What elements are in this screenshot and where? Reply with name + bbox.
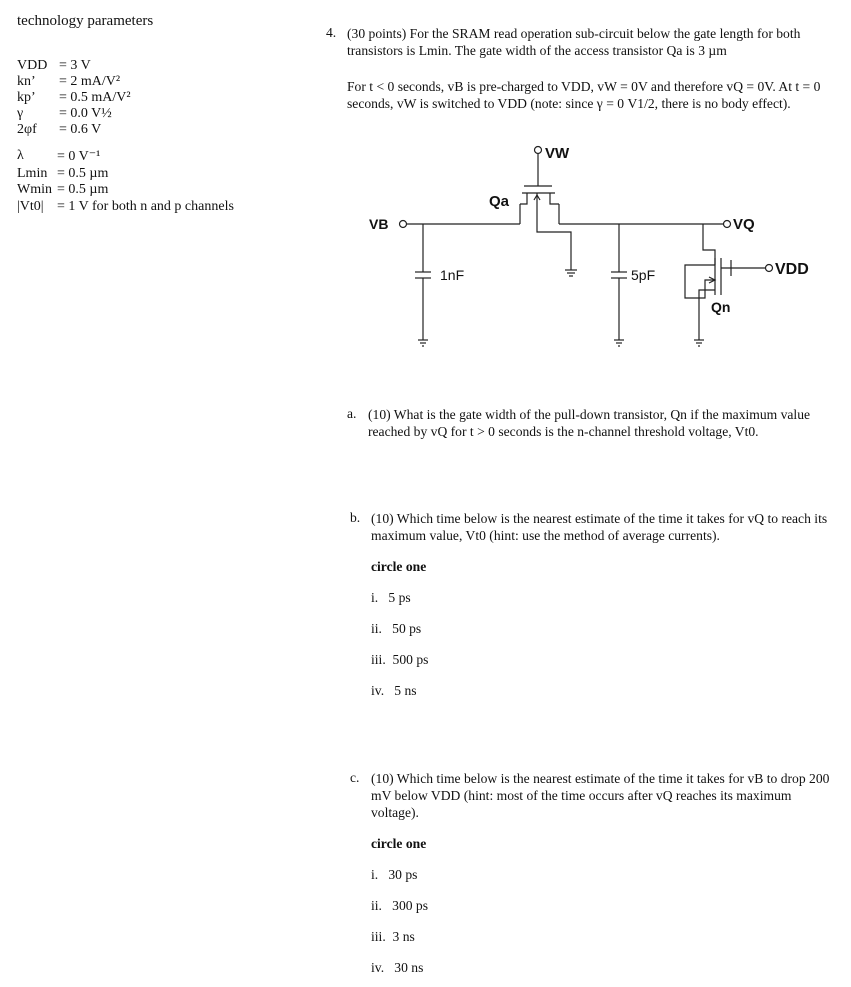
cap2-label: 5pF xyxy=(631,267,656,283)
param-value: = 0 V⁻¹ xyxy=(57,149,101,164)
question-number: 4. xyxy=(326,25,337,40)
part-c-circle-one: circle one xyxy=(371,836,427,851)
param-name: 2φf xyxy=(17,122,37,137)
vb-terminal xyxy=(400,221,407,228)
param-name: Lmin xyxy=(17,166,48,181)
qn-label: Qn xyxy=(711,299,731,315)
cap1-label: 1nF xyxy=(440,267,465,283)
vb-label: VB xyxy=(369,216,389,232)
param-value: = 0.5 µm xyxy=(57,182,109,197)
param-value: = 0.6 V xyxy=(59,122,102,137)
part-c-text: (10) Which time below is the nearest estimate of the time it takes for vB to drop 200 mV below VDD (hint: most of the time occurs after vQ reaches its maximum voltage). xyxy=(371,771,830,820)
vq-terminal xyxy=(724,221,731,228)
part-c-option-ii[interactable]: ii. 300 ps xyxy=(371,898,429,913)
param-value: = 2 mA/V² xyxy=(59,74,121,89)
vdd-terminal xyxy=(766,265,773,272)
part-a-text: (10) What is the gate width of the pull-down transistor, Qn if the maximum value reached by vQ for t > 0 seconds is the n-channel threshold voltage, Vt0. xyxy=(368,407,811,439)
qa-label: Qa xyxy=(489,193,510,210)
part-c-letter: c. xyxy=(350,770,360,785)
part-b-letter: b. xyxy=(350,510,361,525)
part-c-option-iii[interactable]: iii. 3 ns xyxy=(371,929,415,944)
param-value: = 0.0 V½ xyxy=(59,106,112,121)
part-b-text: (10) Which time below is the nearest estimate of the time it takes for vQ to reach its maximum value, Vt0 (hint: use the method of average currents). xyxy=(371,511,828,543)
param-name: kp’ xyxy=(17,90,36,105)
param-name: kn’ xyxy=(17,74,36,89)
part-a-letter: a. xyxy=(347,406,357,421)
part-c-option-i[interactable]: i. 30 ps xyxy=(371,867,418,882)
part-b-circle-one: circle one xyxy=(371,559,427,574)
part-b-option-iv[interactable]: iv. 5 ns xyxy=(371,683,417,698)
param-name: γ xyxy=(17,106,24,121)
part-c-option-iv[interactable]: iv. 30 ns xyxy=(371,960,424,975)
vdd-label: VDD xyxy=(775,261,809,278)
param-value: = 0.5 mA/V² xyxy=(59,90,131,105)
question-intro: (30 points) For the SRAM read operation sub-circuit below the gate length for both transistors is Lmin. The gate width of the access transistor Qa is 3 µm xyxy=(347,26,801,58)
param-value: = 1 V for both n and p channels xyxy=(57,199,234,214)
part-b-option-iii[interactable]: iii. 500 ps xyxy=(371,652,429,667)
param-name: Wmin xyxy=(17,182,52,197)
param-name: VDD xyxy=(17,58,48,73)
vw-label: VW xyxy=(545,145,570,162)
tech-params-title: technology parameters xyxy=(17,13,154,29)
part-b-option-i[interactable]: i. 5 ps xyxy=(371,590,411,605)
vq-label: VQ xyxy=(733,216,755,233)
part-b-option-ii[interactable]: ii. 50 ps xyxy=(371,621,422,636)
question-setup: For t < 0 seconds, vB is pre-charged to VDD, vW = 0V and therefore vQ = 0V. At t = 0 seconds, vW is switched to VDD (note: since γ = 0 V1/2, there is no body effect). xyxy=(347,79,821,111)
param-value: = 0.5 µm xyxy=(57,166,109,181)
vw-terminal xyxy=(535,147,542,154)
param-value: = 3 V xyxy=(59,58,91,73)
sram-read-circuit xyxy=(355,140,825,355)
param-name: |Vt0| xyxy=(17,199,44,214)
param-name: λ xyxy=(17,148,24,163)
